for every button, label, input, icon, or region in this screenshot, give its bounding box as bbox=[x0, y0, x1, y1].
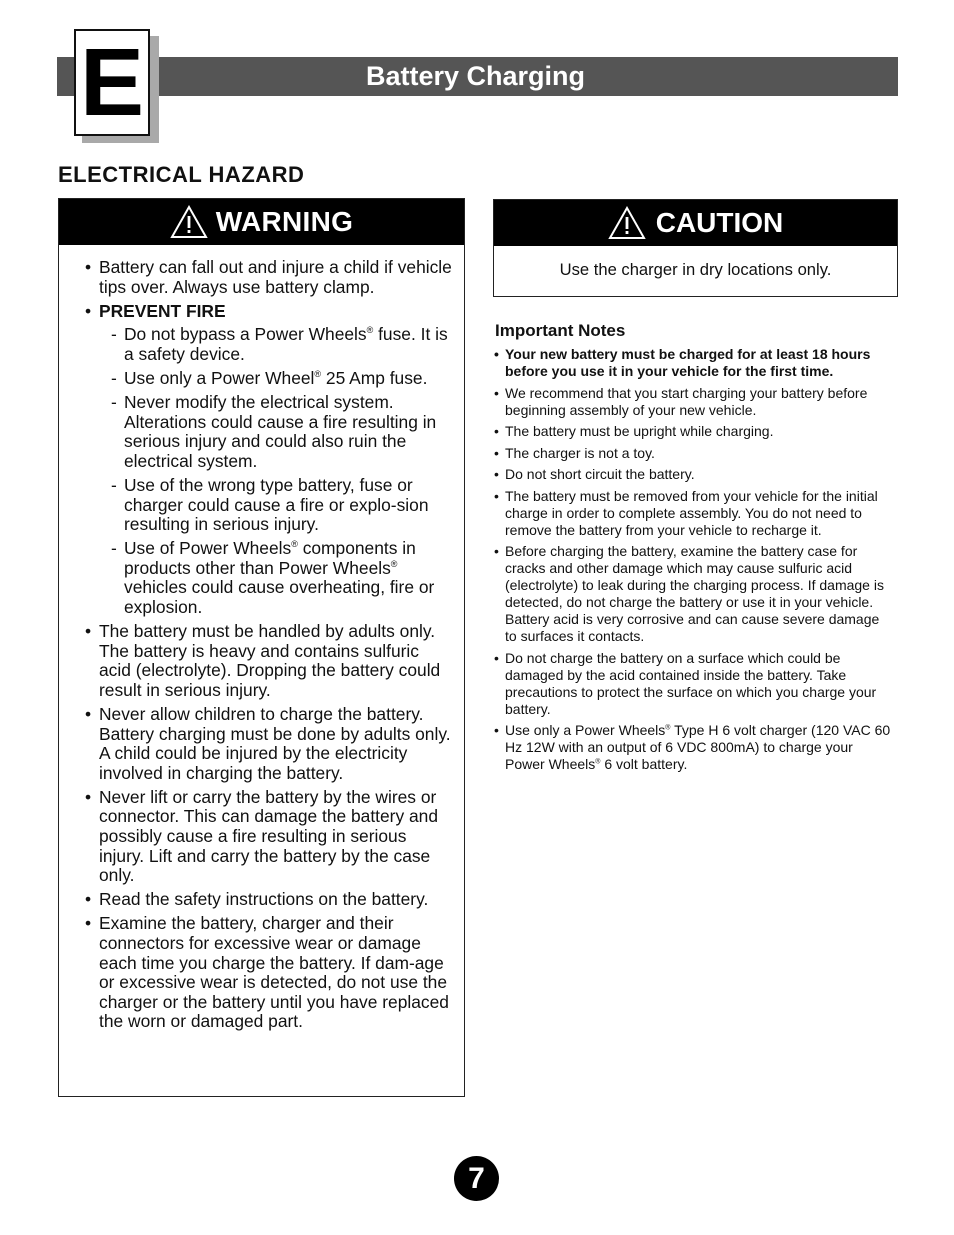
sub-list-item: - Use of the wrong type battery, fuse or charger could cause a fire or explo-sion resulting in serious injury. bbox=[111, 476, 455, 535]
page-number: 7 bbox=[454, 1156, 499, 1201]
electrical-hazard-heading: ELECTRICAL HAZARD bbox=[58, 162, 305, 187]
list-item: • Do not short circuit the battery. bbox=[494, 466, 894, 483]
sub-list-item: - Use of Power Wheels® components in products other than Power Wheels® vehicles could cause overheating, fire or explosion. bbox=[111, 539, 455, 617]
sub-list-item: - Do not bypass a Power Wheels® fuse. It is a safety device. bbox=[111, 325, 455, 364]
warning-triangle-icon bbox=[608, 206, 646, 240]
list-item: • Before charging the battery, examine the battery case for cracks and other damage which may cause sulfuric acid (electrolyte) to leak during the charging process. If damage is detected, do not charge the battery or use it in your vehicle. Battery acid is very corrosive and can cause severe damage to surfaces it contacts. bbox=[494, 543, 894, 645]
caution-label: CAUTION bbox=[655, 207, 784, 238]
list-item: • Your new battery must be charged for at least 18 hours before you use it in your vehicle for the first time. bbox=[494, 346, 894, 380]
list-item: • Use only a Power Wheels® Type H 6 volt charger (120 VAC 60 Hz 12W with an output of 6 VDC 800mA) to charge your Power Wheels® 6 volt battery. bbox=[494, 722, 894, 773]
sub-list-item: - Never modify the electrical system. Alterations could cause a fire resulting in serious injury and could also ruin the electrical system. bbox=[111, 393, 455, 471]
list-item: • Battery can fall out and injure a child if vehicle tips over. Always use battery clamp. bbox=[85, 258, 455, 297]
important-notes-heading: Important Notes bbox=[495, 321, 626, 340]
sub-list-item: - Use only a Power Wheel® 25 Amp fuse. bbox=[111, 369, 455, 389]
warning-label: WARNING bbox=[215, 206, 354, 237]
prevent-fire-sublist bbox=[111, 325, 455, 617]
list-item: • The battery must be upright while charging. bbox=[494, 423, 894, 440]
list-item: • The battery must be removed from your vehicle for the initial charge in order to complete assembly. You do not need to remove the battery from your vehicle to recharge it. bbox=[494, 488, 894, 539]
caution-text: Use the charger in dry locations only. bbox=[559, 260, 832, 279]
page-title: Battery Charging bbox=[366, 61, 586, 91]
list-item bbox=[85, 302, 455, 618]
list-item: • Read the safety instructions on the battery. bbox=[85, 890, 455, 910]
caution-box bbox=[493, 199, 898, 297]
warning-list bbox=[85, 258, 455, 1036]
list-item: • Never allow children to charge the battery. Battery charging must be done by adults only. A child could be injured by the electricity involved in charging the battery. bbox=[85, 705, 455, 783]
warning-box bbox=[58, 198, 465, 1097]
caution-header bbox=[494, 200, 897, 246]
warning-triangle-icon bbox=[170, 205, 208, 239]
section-letter-tab: E bbox=[74, 29, 150, 136]
list-item: • The battery must be handled by adults only. The battery is heavy and contains sulfuric acid (electrolyte). Dropping the battery could result in serious injury. bbox=[85, 622, 455, 700]
list-item: • Examine the battery, charger and their connectors for excessive wear or damage each time you charge the battery. If dam-age or excessive wear is detected, do not use the charger or the battery until you have replaced the worn or damaged part. bbox=[85, 914, 455, 1032]
list-item: • The charger is not a toy. bbox=[494, 445, 894, 462]
list-item: • Do not charge the battery on a surface which could be damaged by the acid contained inside the battery. Take precautions to protect the surface on which you charge your battery. bbox=[494, 650, 894, 718]
list-item: • We recommend that you start charging your battery before beginning assembly of your new vehicle. bbox=[494, 385, 894, 419]
list-item: • Never lift or carry the battery by the wires or connector. This can damage the battery and possibly cause a fire resulting in serious injury. Lift and carry the battery by the case only. bbox=[85, 788, 455, 886]
prevent-fire-label: PREVENT FIRE bbox=[99, 300, 226, 321]
important-notes-list bbox=[494, 346, 894, 778]
warning-header bbox=[59, 199, 464, 245]
